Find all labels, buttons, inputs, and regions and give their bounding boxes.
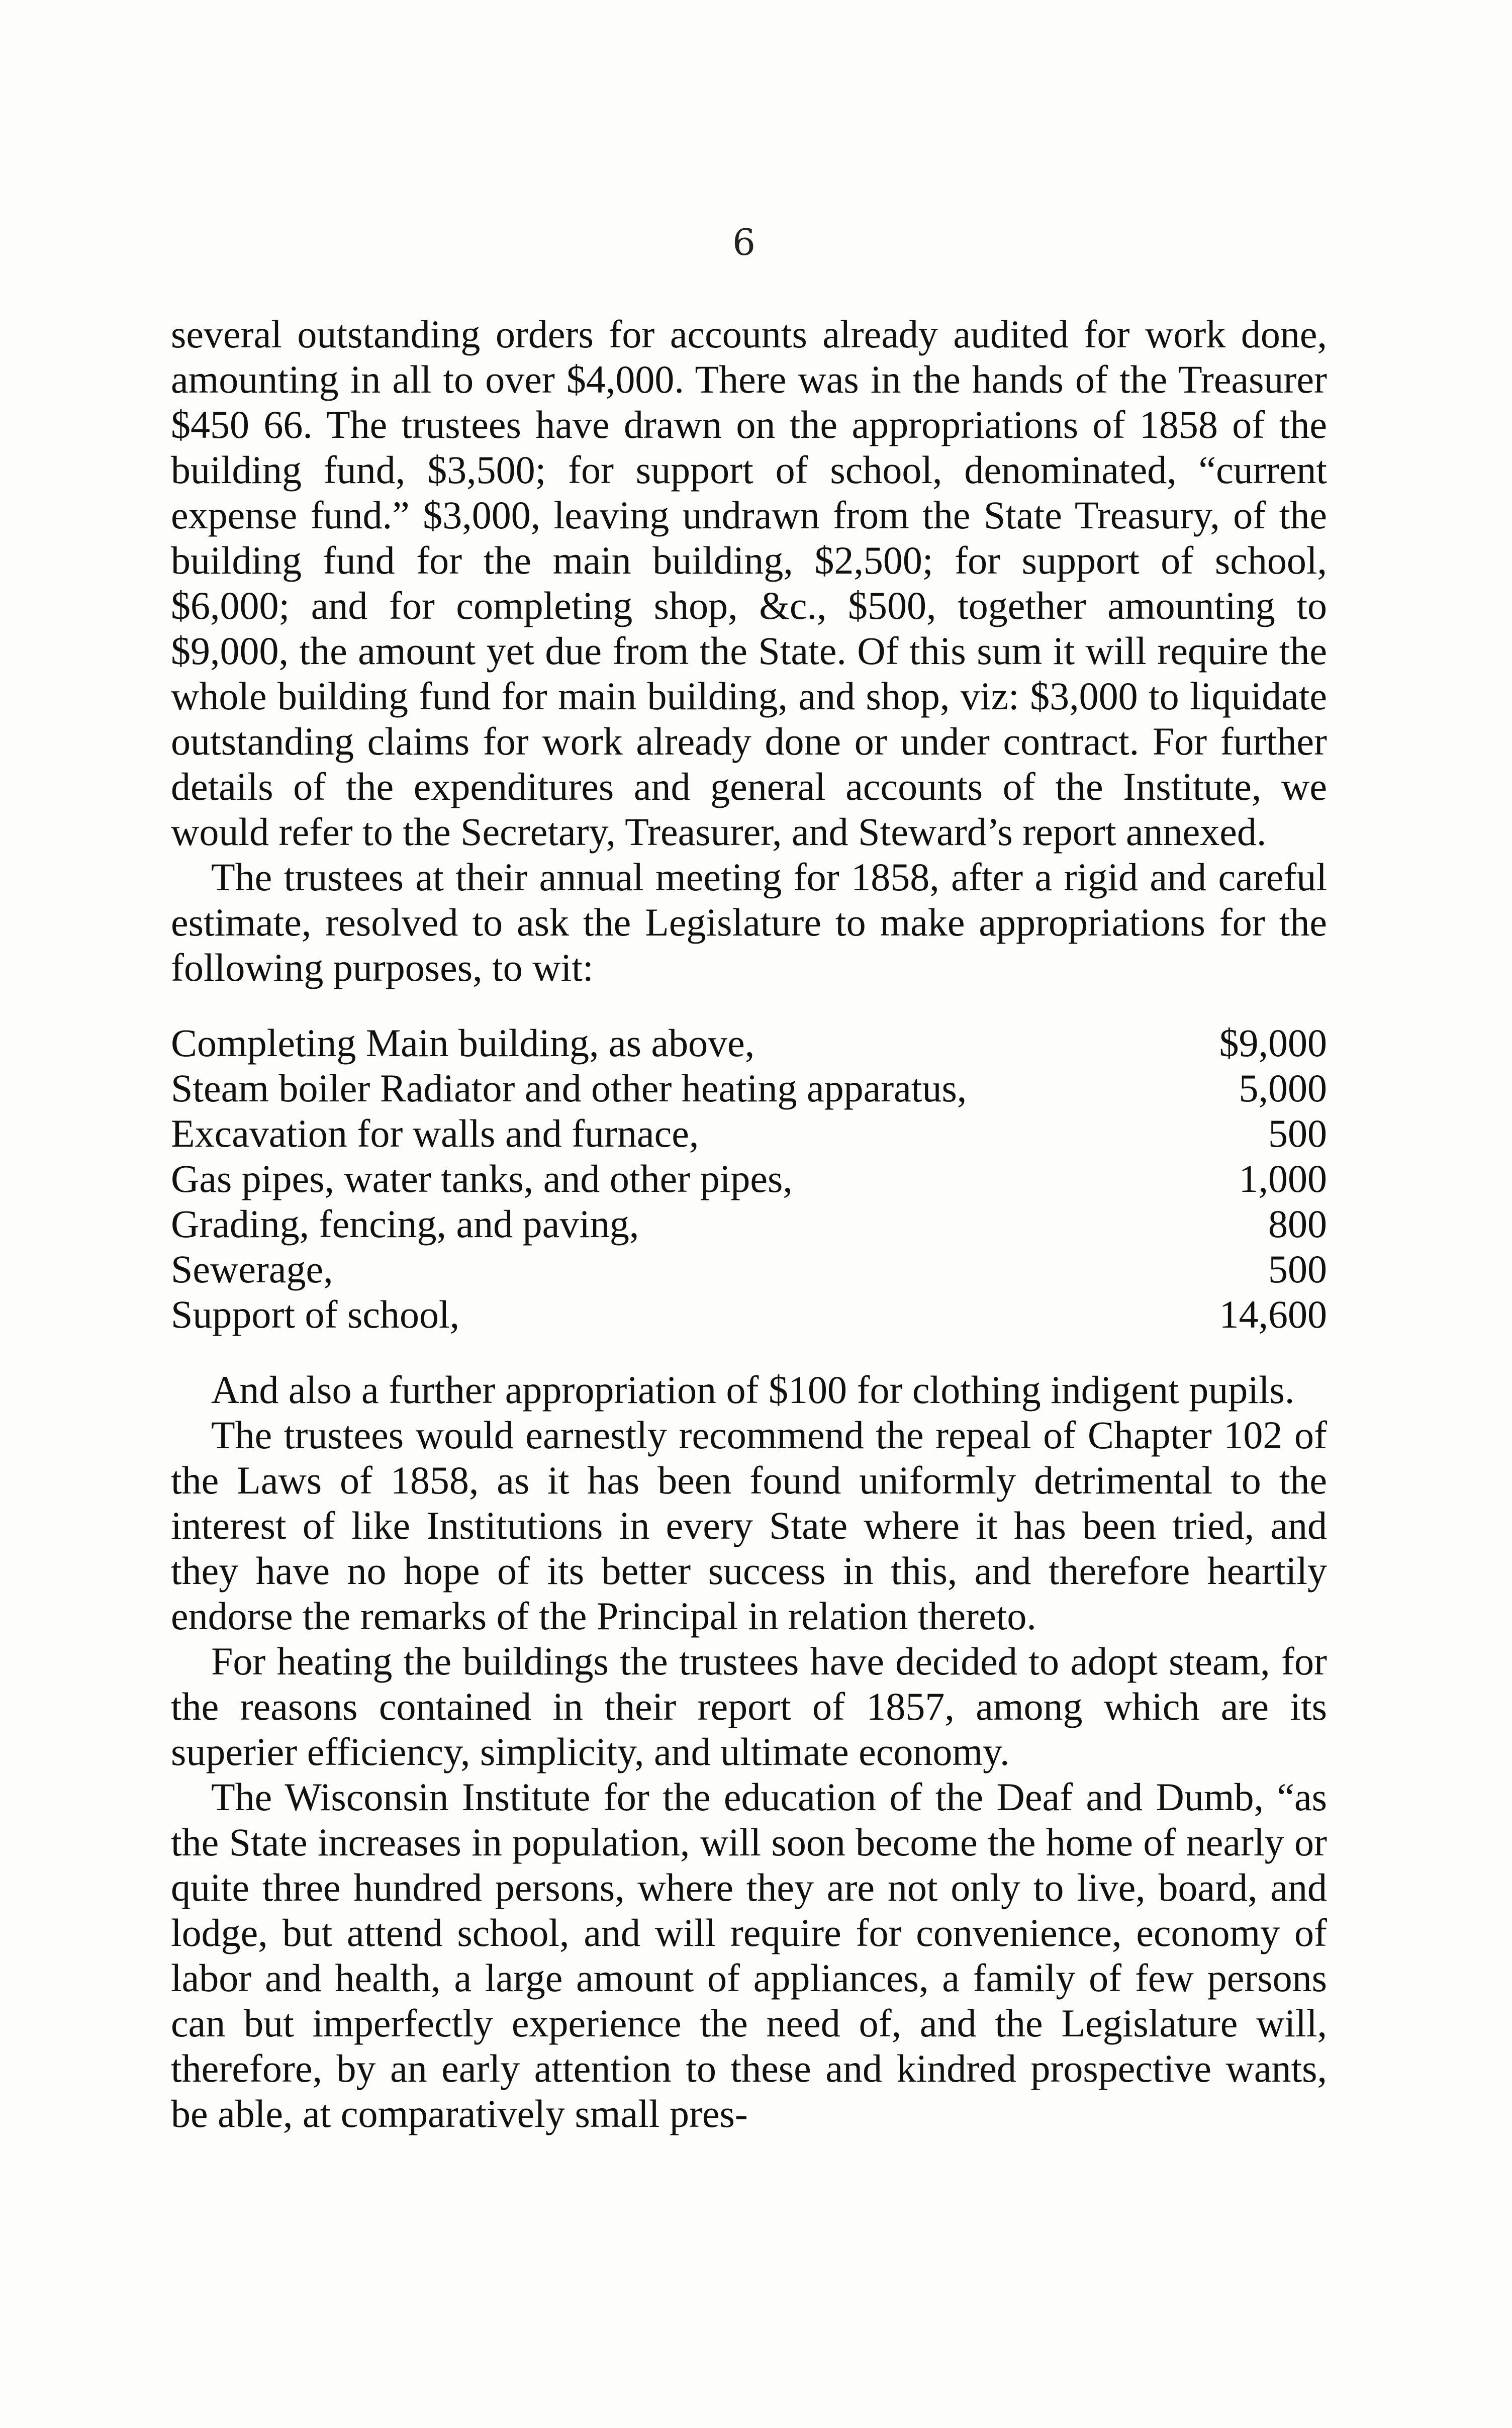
paragraph-clothing: And also a further appropriation of $100 for clothing indigent pupils. — [211, 1368, 1295, 1412]
body-text — [171, 312, 1327, 2136]
appropriation-amount: 800 — [1268, 1202, 1327, 1246]
list-item — [171, 1292, 1327, 1337]
appropriation-amount: 500 — [1268, 1111, 1327, 1155]
paragraph-institute: The Wisconsin Institute for the education of the Deaf and Dumb, “as the State increases in population, will soon become the home of nearly or quite three hundred persons, where they are not only to live, board, and lodge, but attend school, and will require for convenience, economy of labor and health, a large amount of appliances, a family of few persons can but imperfectly experience the need of, and the Legislature will, therefore, by an early attention to these and kindred prospective wants, be able, at comparatively small pres- — [171, 1775, 1327, 2135]
appropriation-amount: $9,000 — [1219, 1021, 1327, 1065]
appropriation-amount: 5,000 — [1239, 1066, 1327, 1110]
page-number: 6 — [732, 221, 755, 263]
appropriation-label: Completing Main building, as above, — [171, 1021, 755, 1065]
appropriation-label: Gas pipes, water tanks, and other pipes, — [171, 1157, 793, 1200]
appropriation-amount: 1,000 — [1239, 1157, 1327, 1200]
list-item — [171, 1066, 1327, 1111]
paragraph-continued: several outstanding orders for accounts already audited for work done, amounting in all to over $4,000. There was in the hands of the Treasurer $450 66. The trustees have drawn on the appropriations of 1858 of the building fund, $3,500; for support of school, denominated, “current expense fund.” $3,000, leaving undrawn from the State Treasury, of the building fund for the main building, $2,500; for support of school, $6,000; and for completing shop, &c., $500, together amounting to $9,000, the amount yet due from the State. Of this sum it will require the whole building fund for main building, and shop, viz: $3,000 to liquidate outstanding claims for work already done or under contract. For further details of the expenditures and general accounts of the Institute, we would refer to the Secretary, Treasurer, and Steward’s report annexed. — [171, 312, 1327, 854]
list-item — [171, 1201, 1327, 1247]
list-item — [171, 1020, 1327, 1066]
list-item — [171, 1111, 1327, 1156]
appropriation-amount: 14,600 — [1219, 1292, 1327, 1336]
appropriation-label: Grading, fencing, and paving, — [171, 1202, 639, 1246]
paragraph-appropriations-intro: The trustees at their annual meeting for 1858, after a rigid and careful estimate, resolved to ask the Legislature to make appropriations for the following purposes, to wit: — [171, 855, 1327, 989]
list-item — [171, 1247, 1327, 1292]
appropriation-label: Support of school, — [171, 1292, 460, 1336]
paragraph-heating: For heating the buildings the trustees have decided to adopt steam, for the reasons contained in their report of 1857, among which are its superier efficiency, simplicity, and ultimate economy. — [171, 1639, 1327, 1773]
paragraph-repeal: The trustees would earnestly recommend the repeal of Chapter 102 of the Laws of 1858, as it has been found uniformly detrimental to the interest of like Institutions in every State where it has been tried, and they have no hope of its better success in this, and therefore heartily endorse the remarks of the Principal in relation thereto. — [171, 1413, 1327, 1638]
list-item — [171, 1156, 1327, 1201]
appropriation-amount: 500 — [1268, 1247, 1327, 1291]
appropriation-label: Sewerage, — [171, 1247, 333, 1291]
appropriation-label: Excavation for walls and furnace, — [171, 1111, 699, 1155]
appropriations-list — [171, 1020, 1327, 1337]
appropriation-label: Steam boiler Radiator and other heating apparatus, — [171, 1066, 967, 1110]
